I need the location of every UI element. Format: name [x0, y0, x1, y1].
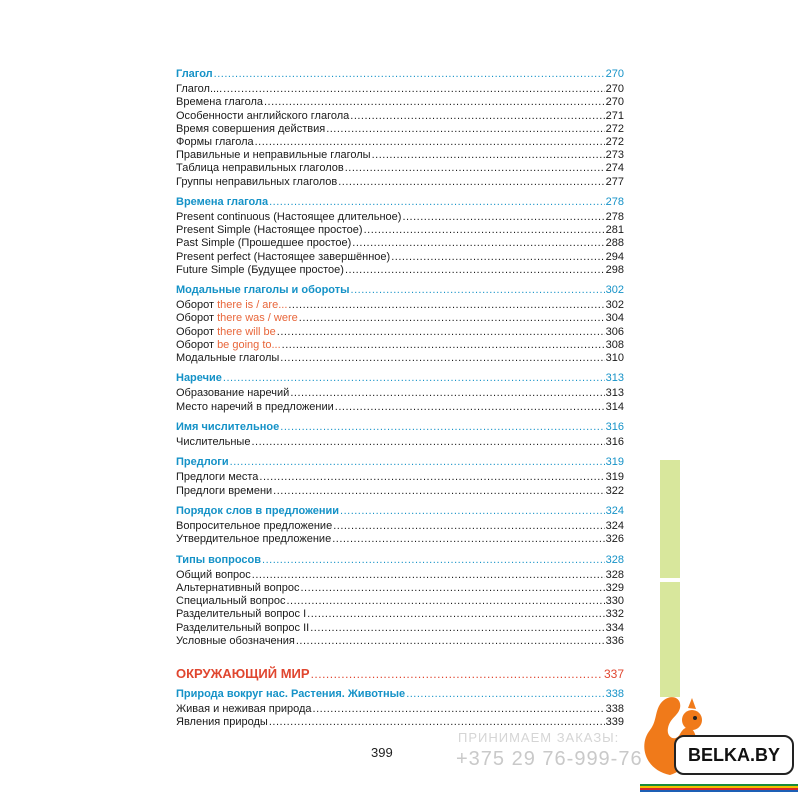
entry-highlight: there will be	[217, 325, 276, 338]
entry-title: Разделительный вопрос I	[176, 608, 307, 621]
dot-leader	[310, 622, 604, 635]
toc-entry[interactable]	[176, 326, 624, 339]
toc-entry[interactable]	[176, 339, 624, 352]
side-tab-lower	[660, 582, 680, 697]
entry-page: 277	[605, 175, 624, 188]
entry-title: Present continuous (Настоящее длительное)	[176, 211, 402, 224]
toc-section	[176, 284, 624, 365]
dot-leader	[255, 136, 605, 149]
toc-entry[interactable]	[176, 264, 624, 277]
dot-leader	[290, 387, 604, 400]
section-title: Глагол	[176, 68, 213, 80]
entry-title: Таблица неправильных глаголов	[176, 162, 344, 175]
chapter-sections	[176, 688, 624, 730]
logo-badge	[674, 735, 794, 775]
toc-section	[176, 688, 624, 730]
section-heading[interactable]	[176, 372, 624, 385]
entry-page: 272	[605, 136, 624, 149]
entry-page: 308	[605, 338, 624, 351]
dot-leader	[311, 666, 603, 682]
entry-title: Образование наречий	[176, 387, 290, 400]
entry-title	[176, 299, 287, 312]
section-page: 270	[605, 68, 624, 80]
section-title: Порядок слов в предложении	[176, 504, 340, 517]
dot-leader	[335, 401, 605, 414]
toc-entry[interactable]	[176, 471, 624, 484]
entry-page: 294	[605, 250, 624, 263]
dot-leader	[264, 96, 605, 109]
entry-page: 278	[605, 211, 624, 224]
dot-leader	[345, 162, 605, 175]
toc-entry[interactable]	[176, 299, 624, 312]
toc-section	[176, 456, 624, 498]
dot-leader	[277, 326, 605, 339]
entry-page: 332	[605, 608, 624, 621]
dot-leader	[230, 456, 605, 469]
dot-leader	[313, 703, 605, 716]
entry-page: 281	[605, 224, 624, 237]
dot-leader	[406, 688, 604, 701]
dot-leader	[288, 299, 604, 312]
entry-page: 314	[605, 400, 624, 413]
toc-entry[interactable]	[176, 83, 624, 96]
dot-leader	[273, 485, 604, 498]
toc-entry[interactable]	[176, 237, 624, 250]
toc-section	[176, 196, 624, 277]
entry-page: 272	[605, 122, 624, 135]
section-page: 278	[605, 195, 624, 208]
section-heading[interactable]	[176, 196, 624, 209]
section-title: Модальные глаголы и обороты	[176, 284, 350, 297]
entry-title: Условные обозначения	[176, 634, 295, 647]
watermark-text: ПРИНИМАЕМ ЗАКАЗЫ:	[458, 730, 620, 745]
toc-entry[interactable]	[176, 436, 624, 449]
toc-entry[interactable]	[176, 608, 624, 621]
belka-logo	[640, 690, 798, 798]
dot-leader	[300, 582, 604, 595]
dot-leader	[364, 224, 605, 237]
toc-entry[interactable]	[176, 401, 624, 414]
entry-title	[176, 326, 276, 339]
dot-leader	[282, 339, 605, 352]
section-title: Имя числительное	[176, 420, 280, 433]
entry-title: Глагол....	[176, 83, 223, 96]
toc-section	[176, 372, 624, 414]
dot-leader	[269, 196, 605, 209]
logo-text: BELKA.BY	[687, 744, 780, 765]
entry-page: 310	[605, 352, 624, 365]
watermark-phone: +375 29 76-999-76	[456, 748, 643, 770]
section-page: 319	[605, 456, 624, 469]
toc-entry[interactable]	[176, 162, 624, 175]
section-heading[interactable]	[176, 688, 624, 701]
entry-page: 270	[605, 96, 624, 109]
toc-entry[interactable]	[176, 251, 624, 264]
toc-entry[interactable]	[176, 387, 624, 400]
entry-highlight: there is / are...	[217, 299, 288, 312]
dot-leader	[223, 372, 605, 385]
dot-leader	[338, 176, 604, 189]
section-title: Предлоги	[176, 456, 229, 469]
section-heading[interactable]	[176, 505, 624, 518]
section-page: 316	[605, 420, 624, 433]
entry-title: Числительные	[176, 436, 251, 449]
entry-title: Present perfect (Настоящее завершённое)	[176, 250, 391, 263]
toc-entry[interactable]	[176, 136, 624, 149]
dot-leader	[296, 635, 605, 648]
entry-page: 302	[605, 299, 624, 312]
entry-page: 313	[605, 387, 624, 400]
entry-title	[176, 312, 298, 325]
entry-title: Место наречий в предложении	[176, 400, 334, 413]
dot-leader	[214, 68, 605, 81]
dot-leader	[352, 237, 604, 250]
entry-page: 324	[605, 520, 624, 533]
toc-section	[176, 554, 624, 648]
dot-leader	[333, 520, 604, 533]
toc-section	[176, 68, 624, 189]
section-page: 328	[605, 553, 624, 566]
entry-page: 339	[605, 716, 624, 729]
table-of-contents	[176, 68, 624, 737]
entry-title: Живая и неживая природа	[176, 703, 312, 716]
dot-leader	[307, 608, 604, 621]
toc-entry[interactable]	[176, 703, 624, 716]
toc-sections	[176, 68, 624, 648]
chapter-title: ОКРУЖАЮЩИЙ МИР	[176, 665, 310, 681]
dot-leader	[351, 284, 605, 297]
entry-title: Группы неправильных глаголов	[176, 175, 338, 188]
toc-entry[interactable]	[176, 582, 624, 595]
entry-page: 338	[605, 703, 624, 716]
page-number: 399	[371, 745, 393, 760]
entry-prefix: Оборот	[176, 338, 218, 351]
entry-page: 334	[605, 621, 624, 634]
section-heading[interactable]	[176, 284, 624, 297]
logo-stripes	[640, 784, 798, 792]
toc-entry[interactable]	[176, 622, 624, 635]
toc-entry[interactable]	[176, 224, 624, 237]
toc-entry[interactable]	[176, 123, 624, 136]
entry-title: Специальный вопрос	[176, 595, 286, 608]
toc-section	[176, 505, 624, 547]
section-title: Природа вокруг нас. Растения. Животные	[176, 687, 406, 700]
entry-page: 322	[605, 484, 624, 497]
side-tab-upper	[660, 460, 680, 578]
section-page: 313	[605, 372, 624, 385]
section-heading[interactable]	[176, 456, 624, 469]
entry-title: Правильные и неправильные глаголы	[176, 149, 371, 162]
dot-leader	[251, 436, 604, 449]
entry-page: 298	[605, 263, 624, 276]
entry-page: 271	[605, 109, 624, 122]
chapter-page: 337	[603, 666, 624, 681]
dot-leader	[223, 83, 604, 96]
entry-highlight: be going to...	[217, 338, 281, 351]
dot-leader	[345, 264, 605, 277]
entry-title: Present Simple (Настоящее простое)	[176, 224, 363, 237]
toc-entry[interactable]	[176, 595, 624, 608]
section-heading[interactable]	[176, 68, 624, 81]
toc-entry[interactable]	[176, 176, 624, 189]
dot-leader	[269, 716, 605, 729]
dot-leader	[286, 595, 604, 608]
entry-title	[176, 339, 281, 352]
dot-leader	[280, 352, 604, 365]
dot-leader	[280, 421, 604, 434]
section-heading[interactable]	[176, 421, 624, 434]
section-heading[interactable]	[176, 554, 624, 567]
section-title: Времена глагола	[176, 195, 269, 208]
dot-leader	[350, 110, 604, 123]
dot-leader	[391, 251, 604, 264]
entry-title: Разделительный вопрос II	[176, 621, 310, 634]
section-title: Типы вопросов	[176, 553, 262, 566]
entry-title: Вопросительное предложение	[176, 520, 333, 533]
dot-leader	[402, 211, 604, 224]
entry-title: Особенности английского глагола	[176, 109, 350, 122]
dot-leader	[259, 471, 604, 484]
dot-leader	[299, 312, 605, 325]
entry-page: 304	[605, 312, 624, 325]
toc-entry[interactable]	[176, 520, 624, 533]
entry-title: Явления природы	[176, 716, 268, 729]
entry-page: 326	[605, 533, 624, 546]
toc-entry[interactable]	[176, 533, 624, 546]
entry-page: 328	[605, 568, 624, 581]
entry-title: Альтернативный вопрос	[176, 581, 300, 594]
entry-prefix: Оборот	[176, 312, 218, 325]
entry-page: 274	[605, 162, 624, 175]
dot-leader	[340, 505, 605, 518]
entry-prefix: Оборот	[176, 325, 218, 338]
entry-title: Предлоги времени	[176, 484, 273, 497]
toc-entry[interactable]	[176, 716, 624, 729]
section-title: Наречие	[176, 372, 222, 385]
chapter-entry[interactable]	[176, 666, 624, 682]
entry-title: Утвердительное предложение	[176, 533, 332, 546]
toc-entry[interactable]	[176, 485, 624, 498]
dot-leader	[326, 123, 604, 136]
entry-prefix: Оборот	[176, 299, 218, 312]
entry-title: Future Simple (Будущее простое)	[176, 263, 344, 276]
entry-title: Past Simple (Прошедшее простое)	[176, 237, 352, 250]
dot-leader	[252, 569, 605, 582]
entry-page: 288	[605, 237, 624, 250]
entry-title: Модальные глаголы	[176, 352, 280, 365]
toc-entry[interactable]	[176, 96, 624, 109]
dot-leader	[372, 149, 605, 162]
dot-leader	[332, 533, 604, 546]
entry-page: 319	[605, 471, 624, 484]
entry-title: Время совершения действия	[176, 122, 326, 135]
entry-page: 329	[605, 581, 624, 594]
toc-entry[interactable]	[176, 635, 624, 648]
entry-page: 306	[605, 325, 624, 338]
dot-leader	[262, 554, 605, 567]
toc-entry[interactable]	[176, 569, 624, 582]
entry-title: Времена глагола	[176, 96, 263, 109]
toc-section	[176, 421, 624, 449]
toc-entry[interactable]	[176, 110, 624, 123]
entry-highlight: there was / were	[217, 312, 298, 325]
toc-entry[interactable]	[176, 312, 624, 325]
toc-entry[interactable]	[176, 352, 624, 365]
entry-page: 336	[605, 634, 624, 647]
entry-page: 270	[605, 83, 624, 96]
entry-page: 330	[605, 595, 624, 608]
toc-entry[interactable]	[176, 211, 624, 224]
entry-title: Формы глагола	[176, 136, 254, 149]
entry-title: Общий вопрос	[176, 568, 251, 581]
entry-page: 316	[605, 436, 624, 449]
entry-page: 273	[605, 149, 624, 162]
section-page: 324	[605, 504, 624, 517]
entry-title: Предлоги места	[176, 471, 259, 484]
section-page: 338	[605, 687, 624, 700]
toc-entry[interactable]	[176, 149, 624, 162]
section-page: 302	[605, 284, 624, 297]
